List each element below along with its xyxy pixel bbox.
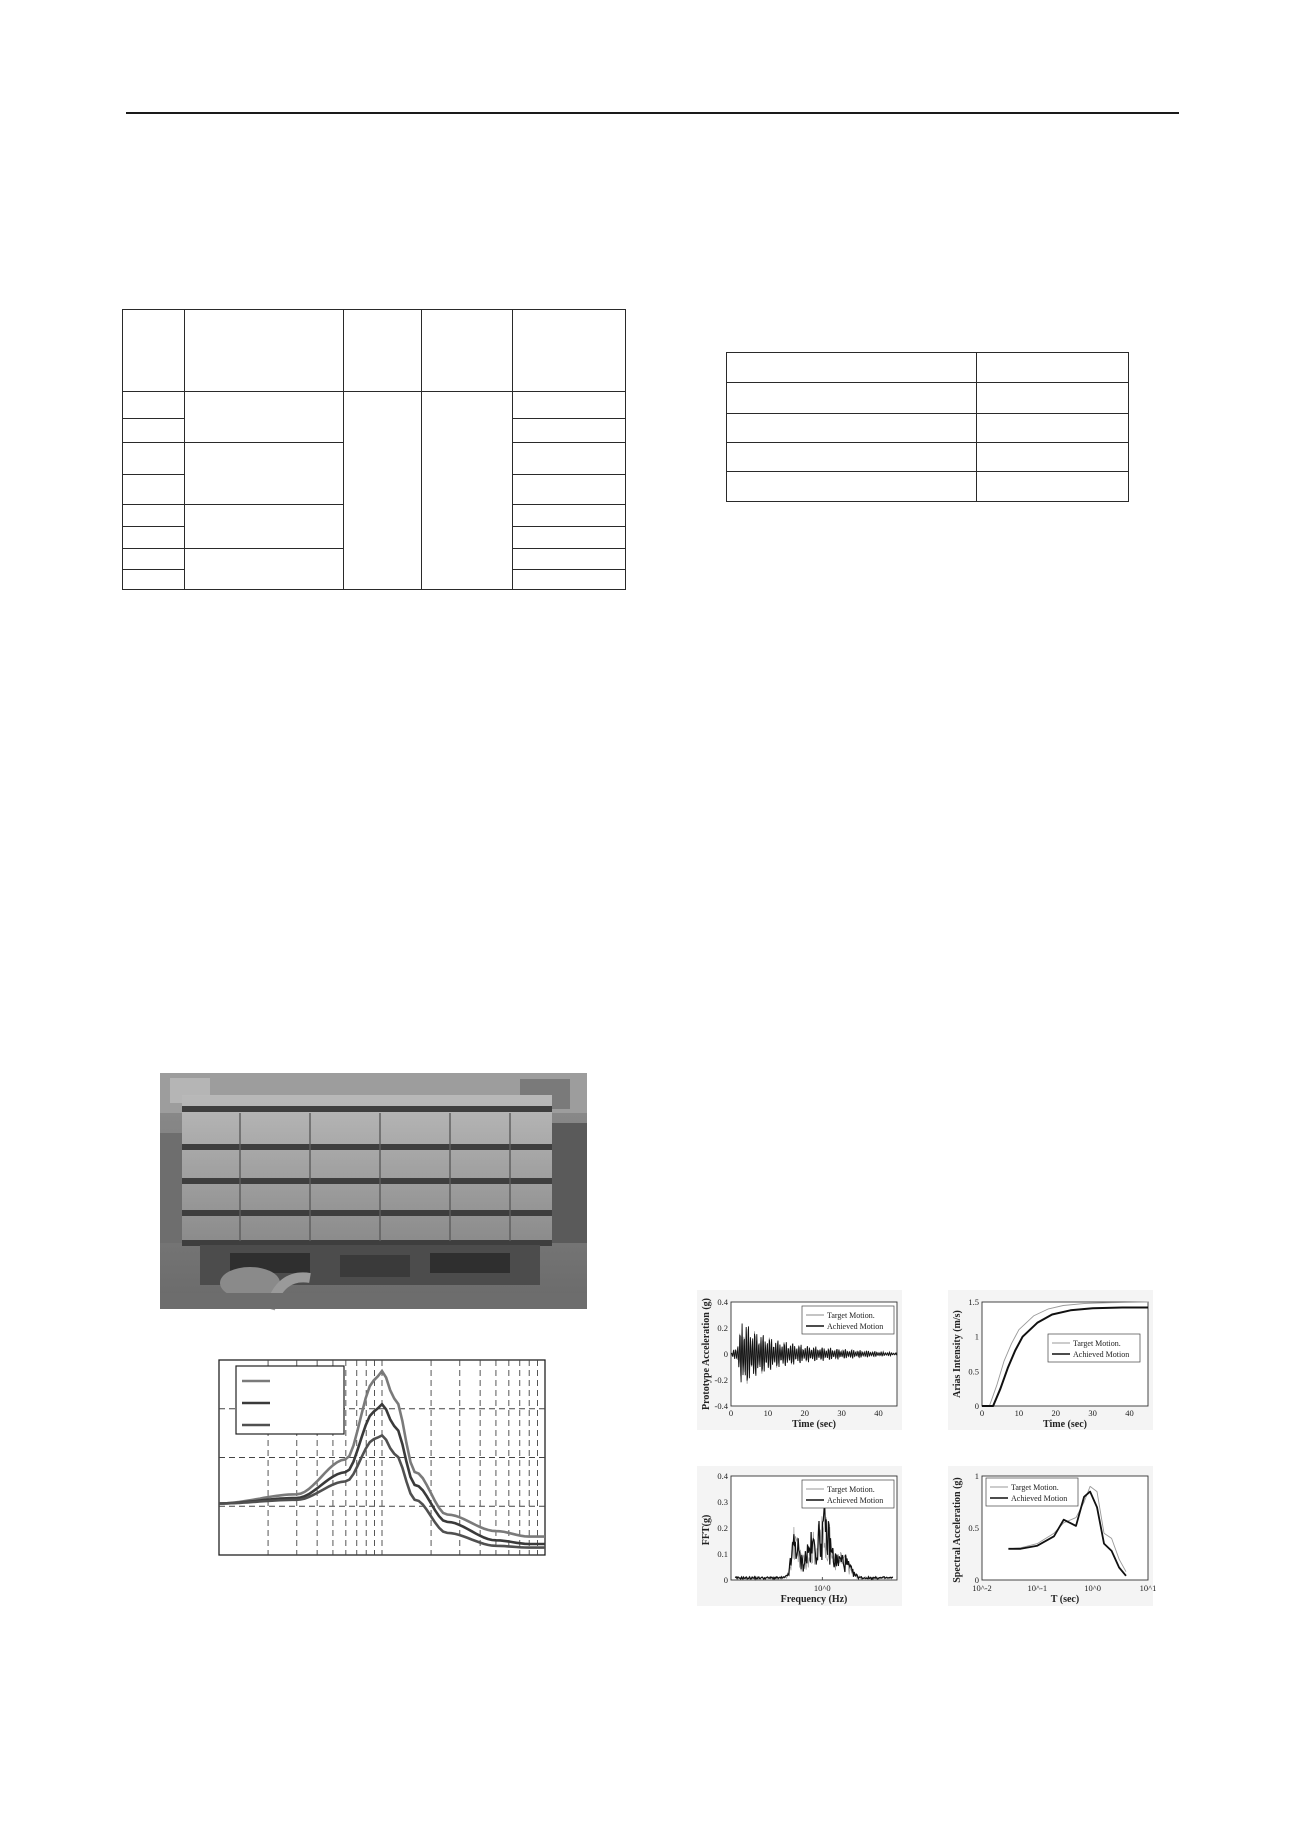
legend-label: Target Motion. — [827, 1311, 875, 1320]
y-tick-label: 0.2 — [717, 1523, 728, 1533]
y-tick-label: 0 — [723, 1575, 728, 1585]
x-tick-label: 40 — [1125, 1408, 1134, 1418]
table-cell — [727, 443, 977, 472]
table-cell — [513, 527, 626, 549]
legend-label: Achieved Motion — [827, 1322, 884, 1331]
table-cell — [513, 549, 626, 570]
y-axis-title: Arias Intensity (m/s) — [952, 1310, 963, 1398]
legend-label: Achieved Motion — [1011, 1494, 1068, 1503]
x-axis-title: T (sec) — [1050, 1594, 1080, 1605]
y-tick-label: -0.2 — [714, 1375, 728, 1385]
x-tick-label: 10^-2 — [972, 1583, 992, 1593]
y-axis-title: FFT(g) — [701, 1514, 712, 1546]
table-cell — [727, 383, 977, 414]
y-tick-label: 0 — [974, 1575, 979, 1585]
x-tick-label: 10 — [763, 1408, 773, 1418]
table-cell — [123, 475, 185, 505]
table-cell — [123, 310, 185, 392]
table-cell — [513, 310, 626, 392]
y-tick-label: 0.1 — [717, 1549, 728, 1559]
x-axis-title: Frequency (Hz) — [780, 1594, 848, 1605]
legend-label: Target Motion. — [1011, 1483, 1059, 1492]
y-tick-label: 0.5 — [968, 1523, 979, 1533]
legend-label: Achieved Motion — [827, 1496, 884, 1505]
resonance-chart — [212, 1352, 550, 1560]
x-axis-title: Time (sec) — [1043, 1419, 1087, 1430]
y-axis-title: Spectral Acceleration (g) — [952, 1477, 963, 1583]
table-cell — [185, 505, 344, 549]
table-cell — [344, 392, 422, 590]
x-tick-label: 20 — [1051, 1408, 1061, 1418]
table-cell — [123, 505, 185, 527]
laminar-box-photo — [160, 1073, 587, 1309]
table-2 — [726, 352, 1129, 502]
table-cell — [123, 527, 185, 549]
x-tick-label: 30 — [837, 1408, 846, 1418]
table-cell — [513, 443, 626, 475]
y-tick-label: 0 — [974, 1401, 979, 1411]
table-cell — [123, 443, 185, 475]
x-tick-label: 0 — [979, 1408, 985, 1418]
table-cell — [513, 419, 626, 443]
spectral-acceleration-plot — [948, 1466, 1157, 1606]
x-tick-label: 10^0 — [1084, 1583, 1102, 1593]
fft-plot — [697, 1466, 902, 1606]
table-1 — [122, 309, 626, 590]
y-tick-label: -0.4 — [714, 1401, 728, 1411]
table-cell — [977, 472, 1129, 502]
y-tick-label: 1 — [974, 1331, 979, 1342]
table-cell — [977, 443, 1129, 472]
table-cell — [727, 414, 977, 443]
legend-label: Achieved Motion — [1073, 1350, 1130, 1359]
x-tick-label: 10^-1 — [1027, 1583, 1048, 1593]
x-tick-label: 0 — [728, 1408, 734, 1418]
x-tick-label: 10 — [1014, 1408, 1024, 1418]
table-cell — [727, 353, 977, 383]
table-cell — [977, 353, 1129, 383]
table-cell — [977, 414, 1129, 443]
x-tick-label: 10^0 — [813, 1583, 831, 1593]
y-axis-title: Prototype Acceleration (g) — [701, 1298, 712, 1410]
y-tick-label: 1.5 — [968, 1297, 979, 1307]
x-tick-label: 10^1 — [1139, 1583, 1157, 1593]
table-cell — [185, 443, 344, 505]
y-tick-label: 0.2 — [717, 1323, 728, 1333]
table-cell — [185, 310, 344, 392]
x-tick-label: 40 — [874, 1408, 883, 1418]
x-tick-label: 20 — [800, 1408, 810, 1418]
x-tick-label: 30 — [1088, 1408, 1097, 1418]
table-cell — [123, 549, 185, 570]
table-cell — [727, 472, 977, 502]
table-cell — [422, 310, 513, 392]
table-cell — [513, 475, 626, 505]
table-cell — [513, 505, 626, 527]
header-rule — [126, 112, 1179, 114]
table-cell — [185, 549, 344, 590]
table-cell — [422, 392, 513, 590]
y-tick-label: 0.4 — [717, 1297, 728, 1307]
y-tick-label: 0.5 — [968, 1366, 979, 1377]
table-cell — [123, 392, 185, 419]
table-cell — [513, 570, 626, 590]
y-tick-label: 0.3 — [717, 1497, 728, 1507]
acceleration-time-plot — [697, 1290, 902, 1430]
table-cell — [977, 383, 1129, 414]
table-cell — [123, 570, 185, 590]
y-tick-label: 0.4 — [717, 1471, 728, 1481]
table-cell — [185, 392, 344, 443]
legend-label: Target Motion. — [827, 1485, 875, 1494]
table-cell — [123, 419, 185, 443]
y-tick-label: 0 — [723, 1349, 728, 1359]
x-axis-title: Time (sec) — [792, 1419, 836, 1430]
arias-intensity-plot — [948, 1290, 1153, 1430]
legend-label: Target Motion. — [1073, 1339, 1121, 1348]
y-tick-label: 1 — [974, 1471, 979, 1481]
table-cell — [513, 392, 626, 419]
table-cell — [344, 310, 422, 392]
